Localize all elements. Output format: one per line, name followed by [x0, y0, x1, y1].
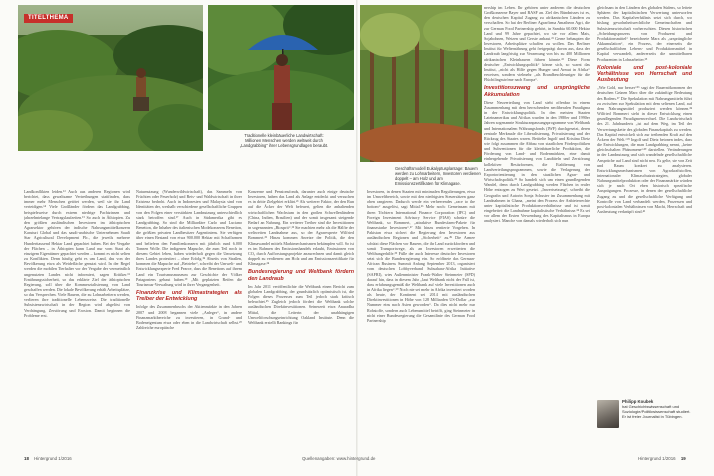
footer-left [24, 456, 72, 461]
caption-left-photo: Traditionelle kleinbäuerliche Landwirtschaft: Millionen Menschen werden weltweit durch „Landgrabbing“ ihrer Lebensgrundlagen beraubt. [239, 133, 329, 148]
text-column-1 [24, 189, 130, 453]
publication-right: Hintergrund 1/2016 [638, 456, 676, 461]
body-paragraph: Im Jahr 2011 veröffentlichte die Weltbank einen Bericht zum globalen Landgrabbing, der grundsätzlich optimistisch ist, die Folgen dieses Prozesses zum Teil jedoch stark kritisch beleuchtet.²⁵ Zugleich jedoch fördert die Weltbank solche ausländischen Direktinvestitionen. Seinerzeit etwa Anuradha Mittal, die Leiterin der unabhängigen Umweltforschungseinrichtung Oakland Institute. Denn die Weltbank erstellt Rankings für [248, 283, 354, 325]
author-photo [597, 400, 619, 428]
photo-eucalyptus-plantation [360, 5, 482, 162]
author-bio: hat Geschichtswissenschaft und Soziologie/Politikwissenschaft studiert. Er ist freier Journalist in Tübingen. [622, 403, 691, 419]
body-paragraph: „Wie Gold, nur besser“³⁶ sagt der Bauernökonomen der deutschen Grünen Marc über die zukünftige Bedeutung des Bodens.³⁷ Die Spekulation mit Nahrungsmitteln führt zu zwischen zur Spekulation mit dem seltenen Land, auf dem Nahrungsmittel produziert werden können.³⁸ Wilfried Bommert sieht in dieser Entwicklung einen grundlegenden Paradigmenwechsel. Die Landwirtschaft des 21. Jahrhunderts „ist auf dem Weg, im Teil der Verwertungskette des globalen Finanzkapitals zu werden. Das Kapital entwickelt sich zur treibenden Kraft auf den Äckern der Welt.“³⁹ Ingolf und Dietz betonen indes, dass die Entwicklungen, die man Landgrabbing nennt, „keine gleichschalten Phänomene“⁴⁰ darstellen. Veränderungen in der Landnutzung und sich wandelnde gesellschaftliche Ansprüche auf Land sind nicht neu. Es gelte, sie von Zeit und Raum konkret zu analysieren. Entwicklungsmechanismen von Agrarkraftstoffen, internationaler Klimaschutzstrategien, globaler Nahrungsmittelproduktion oder der Finanzmärkte würden sich je nach Ort eben historisch spezifische Ausprägungen. Prozesse, in denen der gesellschaftliche Zugang zu und die gesellschaftliche Verfügung und Kontrolle von Land verhandelt werden, Prozessen und post-kolonialen Verhältnissen von Macht, Herrschaft und Ausbeutung verknüpft sind.⁴¹ [597, 85, 692, 215]
body-paragraph: Landkonflikten leiden.¹³ Auch aus anderen Regionen wird berichtet, dass gewaltsame Vertreibungen stattfinden, dass immer mehr Menschen getötet werden, weil sie ihr Land verteidigen.¹⁴ Viele Großländer fördern das Landgrabbing, beispielsweise durch extrem niedrige Pachtzinsen und jahrzehntelange Vertragslaufzeiten.¹⁵ So auch in Äthiopien. Zu den größten ausländischen Investoren im äthiopischen Agrarsektor gehören der indische Nahrungsmittelkonzern Karuturi Global und das saudi-arabische Unternehmen Saudi Star Agricultural Development Plc., die jeweils mehrere Hunderttausend Hektar Land gepachtet haben. Bei der Vergabe der Flächen – in Äthiopien kann Land nur vom Staat als einzigem Eigentümer gepachtet werden – kommt es nicht selten zu Konflikten. Denn häufig geht es um Land, das von der Bevölkerung etwa als Weidefläche genutzt wird. In der Regel werden die mobilen Tierhalter vor der Vergabe der vermeintlich ungenutzten Landes nicht informiert, sagen Kritiker.¹⁶ Ernährungssicherheit, so das erklärte Ziel der äthiopischen Regierung, soll über die Kommerzialisierung von Land geschaffen werden. Die lokale Bevölkerung erhält Arbeitsplätze, so das Versprechen. Viele Bauern, die zu Lohnarbeitern werden, verlieren ihre traditionelle Lebensweise. Die traditionelle Subsistenzwirtschaft in der Region wird abgelöst von Verdrängung, Zerstörung und Erosion. Damit beginnen die Probleme erst. [24, 189, 130, 318]
text-column-6 [597, 5, 692, 395]
body-paragraph: Investoren, in denen Staaten mit minimalen Regulierungen, etwa im Umweltbereich, sowie mit den niedrigsten Steuersätzen ganz oben rangieren. Dadurch werde ein verheerendes „race to the bottom“ ausgelöst, sagt Mittal.²⁶ Mehr noch: Gemeinsam mit ihren Töchtern International Finance Corporation (IFC) und Foreign Investment Advisory Service (FIAS) schnüre die Weltbank, so Bommert, „attraktive Bundesfarm-Pakete für finanzstarke Investoren“.²⁷ Mit hinzu rentierte Vorgehen. In Pakistan etwa sichert die Regierung den Investoren aus ausländischen Regionen und „Sicherheit“ zu.²⁸ Die Armee schützt diese Flächen vor Bauern, die ihr Land zurückfordern und somit Transportwege, als an Investoren erweiterten die Welthungerhilfe.²⁹ Fülle der auch Interesse deutscher Investoren setzt sich die Bundesregierung ein. So eröffnete das German-African Business Summit Anfang September 2013, organisiert vom deutschen Lobbyverband Subsahara-Afrika Initiative (SAFRI), wies Außenminister Frank-Walter Steinmeier (SPD) darauf hin, dass in diesem Jahr „laut Weltbank nicht der Fall ist, dass erfahrungsgemäß die Weltbank auf viele Investitionen auch in Afrika liegen“.³⁰ Noch nie sei mehr in Afrika investiert worden als heute, der Kontinent sei 2014 mit ausländischen Direktinvestitionen in Höhe von 128 Milliarden US-Dollar „zur Nummer eins nach Asien geworden“. Da dies nicht mehr nur Rohstoffe, sondern auch Lebensmittel betrifft, ging Steinmeier in nicht einer Bundesregierung die Gesamtlinie des German Food Partnership [367, 189, 475, 323]
subheading-bundesregierung: Bundesregierung und Weltbank fördern den Landraub [248, 269, 354, 282]
subheading-investitionszwang: Investitionszwang und ursprüngliche Akkumulation [484, 85, 590, 98]
section-banner: TITELTHEMA [24, 14, 73, 23]
text-column-4 [367, 189, 475, 453]
author-text [622, 400, 691, 420]
publication-left: Hintergrund 1/2016 [34, 456, 72, 461]
text-column-3 [248, 189, 354, 453]
page-number-right: 19 [680, 456, 686, 461]
page-number-left: 18 [24, 456, 29, 461]
caption-right-photo: Geschäftsmodell Eukalyptusplantage: Bauern werden zu Lohnarbeitern, Investoren verdienen doppelt – am Holz und am Emissionszertifikaten für Klimagase. [395, 166, 481, 186]
page-gutter [356, 0, 358, 476]
author-box [597, 400, 691, 448]
body-paragraph: Diese Neuverteilung von Land steht offenbar in einem Zusammenhang mit dem herrschenden neoliberalen Paradigma in der Entwicklungspolitik. In den meisten Staaten Lateinamerikas und Afrikas wurden in den 1980er und 1990er Jahren sogenannte Strukturanpassungsprogramme von Weltbank und Internationalem Währungsfonds (IWF) durchgesetzt, deren zentrale Merkmale die Liberalisierung, Privatisierung und der Rückzug des Staates waren. Betitelte Ingolf und Kristina Dietz wie folgt zusammen die Abbau von staatlichen Förderpolitiken und Subventionen für die kleinbäuerliche Produktion, die Förderung von Land- und Bodenmärkten, eine damit einhergehende Privatisierung von Landtiteln und Zerstörung kollektiver Besitzformen, die Etablierung von Landverteilungsprogrammen, sowie die Verlagerung der Exportorientierung in den staatlichen Agrar- und Wirtschaftspolitik.³³ So handelt sich um einen grundlegenden Wandel, denn durch Landgrabbing werden Flächen in realer Höhe entzogen zu Wert gesetzt. „Inwertsetzung“, schreibt die Geografin und Autorin Sonja Schuster im Zusammenhang mit Landnahmen in Ghana, „meint den Prozess der Anbieterrechte unter kapitalistische Produktionsverhältnisse und ist somit eingebettet: die Landnahme kapitalistische Verhältnisse.³⁴ Es sei vor allem der Ersten Verwendung des Kapitalismus in Europa analysiert. Manche von damals wiederholt sich nun [484, 99, 590, 224]
photo-woman-umbrella [208, 5, 354, 130]
woman-umbrella-illustration [208, 5, 354, 130]
photo-farmland [18, 5, 203, 151]
footer-right [638, 456, 686, 461]
body-paragraph: gleichsam in den Ländern des globalen Südens, so leitete Sphären der kapitalistischen Verwertung unterworfen werden. Das Kapitalverhältnis setzt sich durch, wo bislang gewohnheitsrechtliche Gemeinschaften und Subsistenzwirtschaft vorherrschten. Diesen historischen „Scheidungsprozess von Produzent und Produktionsmittel“ bezeichnete Marx als „ursprüngliche Akkumulation“, ein Prozess, der einerseits die gesellschaftlichen Lebens- und Produktionsmittel in Kapital verwandelt, andererseits die unmittelbaren Produzenten in Lohnarbeiter.³⁵ [597, 5, 692, 62]
subheading-koloniale: Koloniale und post-koloniale Verhältnisse von Herrschaft und Ausbeutung [597, 64, 692, 84]
footer-sources-link[interactable]: Quellenangaben: www.hintergrund.de [302, 456, 376, 461]
body-paragraph: nership im Leben. Ihr gehören unter anderem die deutschen Großkonzerne Bayer und BASF an. Ziel des Bündnisses ist es, den deutschen Kapital Zugang zu afrikanischen Ländern zu verschaffen. So hat der Berliner Agrarfirma Amatheon Agri, die zur German Food Partnership gehört, in Sambia 60.000 Hektar Land und 99 Jahre gepachtet, wo sie vor allem Mais, Sojabohnen, Weizen und Gerste anbaut.³¹ Gerne behaupten die Investoren, Arbeitsplätze schaffen zu wollen. Das Berliner Institut für Welternährung geht freigeprägt davon aus, dass der Landraub langfristig zur Verarmung von bis zu 400 Millionen afrikanischen Kleinbauern führen könnte.³² Diese Form deutscher „Entwicklungspolitik“ könne sich, so warnt das Institut, „nicht als Hilfe gegen Hunger und Armut in Afrika“ erweisen, sondern vielmehr „als Brandbeschleuniger für die Flüchtlingsströme nach Europa“. [484, 5, 590, 83]
farmland-illustration [18, 5, 203, 151]
text-column-2 [136, 189, 242, 453]
body-paragraph: Infolge des Zusammenbruchs der Aktienmärkte in den Jahren 2007 und 2008 begannen viele „Anleger“, in andere Finanzmarktbereiche zu investieren, in Grund- und Bodeneigentum etwa oder eben in die Landwirtschaft selbst.²⁰ Zahlreiche europäische [136, 304, 242, 330]
body-paragraph: Naturnutzung (Wunderwildwirtschaft), das Sammeln von Früchten oder Feuerholz) und Reis- und Waldwirtschaft in ihrer Existenz bedroht. Auch in Indonesien und Malaysia sind von Identitäten der, weshalb verschiedene gesellschaftliche Gruppen von den Folgen einer verstärkten Landnutzung unterschiedlich stark betroffen sind.¹⁷ Auch in Südamerika gibt es Landgrabbing. So sind die Milliardäre Carlo und Luciano Benetton, die Inhaber des italienischen Modekonzerns Benetton, die größten privaten Landbesitzer Argentiniens. Sie verfügen über einen Bestand von etwa 900.000 Hektar mit Schaffarmen und beliefern den Familienkonzern mit jährlich rund 6.000 Tonnen Wolle. Die indigenen Mapuche, die zum Teil noch in diesem Gebiet leben, haben wiederholt gegen die Umsetzung ihres Landes protestiert – ohne Erfolg.¹⁸ Abseits von Straßen, kommen die Mapuche auf „Betriebe“, schreibt der Umwelt- und Entwicklungsexperte Fred Pearce, dass die Benettons auf ihrem Land ein Tourismusmuseum zur Geschichte der Völker Patagoniens gebaut haben.¹⁹ „Mit geplatzten Reifen die Tourismus-Verwaltung wird in ihrer Vergangenheit. [136, 189, 242, 287]
text-column-5 [484, 5, 590, 453]
body-paragraph: Konzerne und Pensionsfonds, darunter auch einige deutsche Investoren, haben das Land als Anlage entdeckt und versuchen es in dritte Zielgebiet erklärt.²¹ Als weiterer Faktor, der den Run auf die Äcker der Welt befeuert, gelten die anhaltenden wirtschaftlichen Wachstum in den großen Schwellenländern (China, Indien, Brasilien) und der somit insgesamt steigende Bedarf an Nahrung. Ein weiterer Treiber sind die Investitionen in sogenannten „Biosprit“.²² Sie machten mehr als die Hälfte der weltweiten Landnahme aus, so der Agrarexperte Wilfried Bommert.²³ Hinzu kommen Anreize der Politik, die den Klimawandel mittels Marktmechanismen bekämpfen will. So ist es im Rahmen des Emissionshandels erlaubt, Emissionen von CO₂ durch Aufforstungsprojekte anzurechnen und damit gleich doppelt zu verdienen: am Holz und am Emissionszertifikate für Klimagase.²⁴ [248, 189, 354, 267]
subheading-finanzkrise: Finanzkrise und Klimastrategien als Treiber der Entwicklung [136, 289, 242, 303]
plantation-illustration [360, 5, 482, 162]
author-name: Philipp Koubek [622, 399, 654, 404]
